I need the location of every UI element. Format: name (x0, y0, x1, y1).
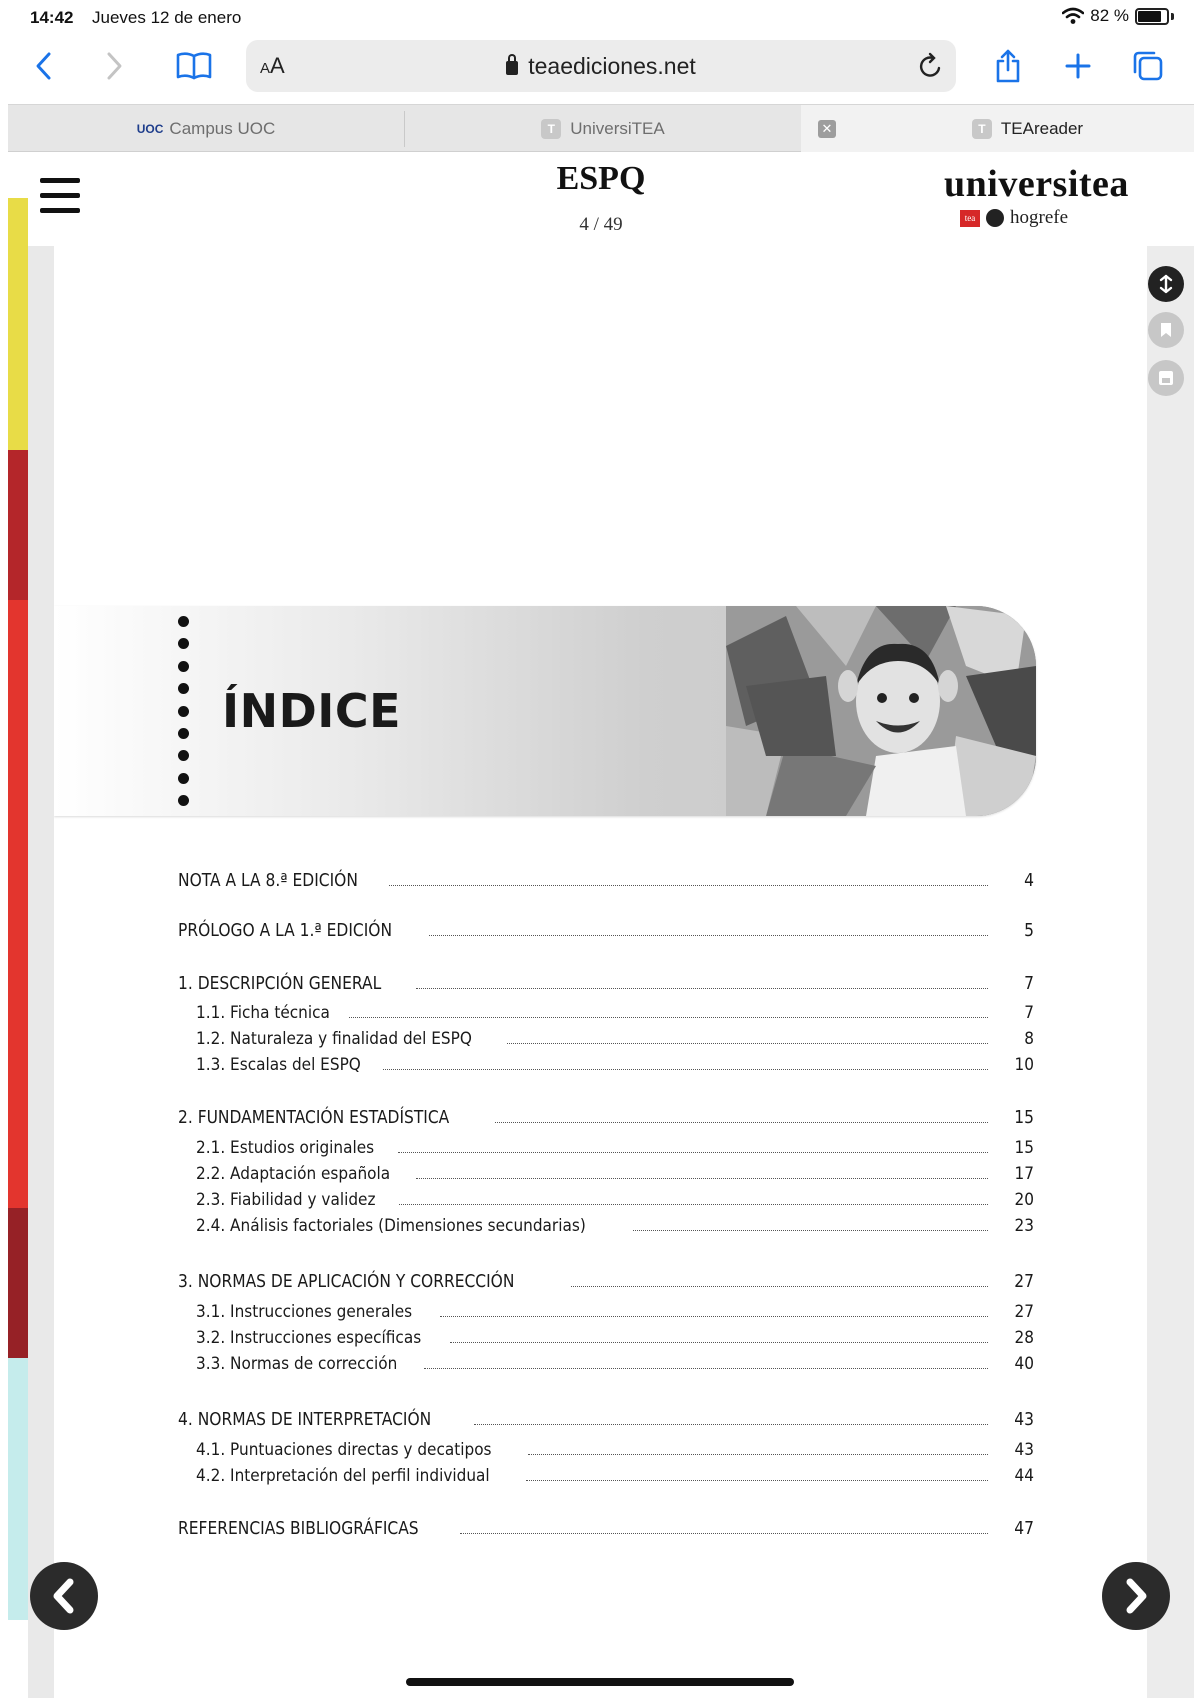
toc-entry-label: 4.1. Puntuaciones directas y decatipos (196, 1440, 492, 1460)
text-size-button[interactable]: AA (260, 53, 285, 78)
toc-entry-page: 5 (1024, 920, 1034, 941)
document-gutter-right (1147, 246, 1194, 1698)
toc-entry-page: 44 (1014, 1466, 1034, 1486)
browser-toolbar (8, 36, 1194, 100)
toc-entry-label: PRÓLOGO A LA 1.ª EDICIÓN (178, 920, 393, 941)
toc-entry[interactable] (178, 870, 1034, 891)
back-icon (33, 51, 55, 81)
toc-entry-label: 4.2. Interpretación del perfil individual (196, 1466, 490, 1486)
index-banner (54, 606, 1036, 816)
tab-label: UniversiTEA (570, 118, 665, 138)
strip-segment (8, 600, 28, 1208)
bookmark-icon (1159, 322, 1173, 338)
toc-entry[interactable] (178, 1328, 1034, 1348)
toc-entry-label: REFERENCIAS BIBLIOGRÁFICAS (178, 1518, 419, 1539)
tab-bar (8, 104, 1194, 152)
tab-universitea[interactable] (405, 105, 801, 152)
index-heading: ÍNDICE (222, 684, 402, 738)
save-button[interactable] (1148, 360, 1184, 396)
toc-entry-label: 2.2. Adaptación española (196, 1164, 391, 1184)
share-button[interactable] (986, 44, 1030, 88)
toc-leader-dots (424, 1368, 988, 1369)
tea-favicon: T (972, 119, 992, 139)
toc-entry-page: 43 (1014, 1440, 1034, 1460)
toc-entry[interactable] (178, 1271, 1034, 1292)
toc-entry-page: 27 (1014, 1271, 1034, 1292)
banner-photo-image (726, 606, 1036, 816)
scroll-mode-button[interactable] (1148, 266, 1184, 302)
toc-entry[interactable] (178, 1190, 1034, 1210)
toc-entry-page: 27 (1014, 1302, 1034, 1322)
lock-icon (506, 61, 518, 75)
toc-entry[interactable] (178, 920, 1034, 941)
toc-leader-dots (495, 1122, 988, 1123)
toc-entry-page: 40 (1014, 1354, 1034, 1374)
toc-leader-dots (416, 988, 988, 989)
tab-teareader[interactable] (801, 105, 1194, 152)
toc-entry-label: 4. NORMAS DE INTERPRETACIÓN (178, 1409, 432, 1430)
share-icon (993, 49, 1023, 83)
forward-icon (103, 51, 125, 81)
toc-entry-page: 15 (1014, 1138, 1034, 1158)
toc-leader-dots (474, 1424, 988, 1425)
document-page (54, 246, 1147, 1698)
status-bar (0, 0, 1200, 34)
strip-segment (8, 1208, 28, 1358)
brand-logo: universitea (944, 163, 1129, 205)
toc-entry-label: 2.4. Análisis factoriales (Dimensiones secundarias) (196, 1216, 586, 1236)
tabs-overview-button[interactable] (1126, 44, 1170, 88)
toc-entry-label: 2. FUNDAMENTACIÓN ESTADÍSTICA (178, 1107, 450, 1128)
toc-entry[interactable] (178, 1107, 1034, 1128)
chevron-left-icon (50, 1578, 78, 1614)
bookmark-button[interactable] (1148, 312, 1184, 348)
toc-entry[interactable] (178, 1440, 1034, 1460)
toc-entry-label: 2.3. Fiabilidad y validez (196, 1190, 376, 1210)
toc-entry[interactable] (178, 1354, 1034, 1374)
toc-entry[interactable] (178, 1138, 1034, 1158)
battery-percent: 82 % (1090, 6, 1129, 25)
toc-entry-page: 10 (1014, 1055, 1034, 1075)
tab-campus-uoc[interactable] (8, 105, 404, 152)
toc-leader-dots (571, 1286, 988, 1287)
toc-entry[interactable] (178, 1518, 1034, 1539)
save-icon (1158, 370, 1174, 386)
toc-entry[interactable] (178, 1029, 1034, 1049)
toc-leader-dots (399, 1204, 988, 1205)
status-time: 14:42 (30, 8, 74, 27)
toc-entry-page: 15 (1014, 1107, 1034, 1128)
toc-entry-page: 8 (1024, 1029, 1034, 1049)
status-date: Jueves 12 de enero (92, 8, 242, 27)
hogrefe-text: hogrefe (1010, 207, 1069, 228)
toc-entry[interactable] (178, 1055, 1034, 1075)
toc-entry-page: 28 (1014, 1328, 1034, 1348)
toc-leader-dots (507, 1043, 988, 1044)
battery-icon (1135, 8, 1169, 25)
toc-entry[interactable] (178, 1216, 1034, 1236)
toc-leader-dots (528, 1454, 988, 1455)
wifi-icon (1062, 7, 1084, 25)
uoc-favicon: UOC (136, 121, 164, 136)
home-indicator (406, 1678, 794, 1686)
forward-button[interactable] (92, 44, 136, 88)
toc-entry-page: 20 (1014, 1190, 1034, 1210)
toc-leader-dots (429, 935, 988, 936)
previous-page-button[interactable] (30, 1562, 98, 1630)
back-button[interactable] (22, 44, 66, 88)
toc-entry[interactable] (178, 1466, 1034, 1486)
toc-entry-page: 43 (1014, 1409, 1034, 1430)
toc-entry-label: 1.3. Escalas del ESPQ (196, 1055, 361, 1075)
toc-entry-label: NOTA A LA 8.ª EDICIÓN (178, 870, 358, 891)
toc-entry-label: 1.1. Ficha técnica (196, 1003, 330, 1023)
close-tab-icon[interactable]: ✕ (818, 120, 836, 138)
toc-entry[interactable] (178, 1003, 1034, 1023)
document-gutter-left (28, 246, 54, 1698)
address-bar[interactable] (246, 40, 956, 92)
banner-dots (178, 616, 190, 806)
toc-leader-dots (526, 1480, 988, 1481)
url-field[interactable] (246, 53, 956, 80)
toc-entry-page: 4 (1024, 870, 1034, 891)
reload-icon[interactable] (918, 52, 944, 80)
strip-segment (8, 1358, 28, 1620)
toc-entry-label: 3. NORMAS DE APLICACIÓN Y CORRECCIÓN (178, 1271, 515, 1292)
section-color-strip (8, 198, 28, 1620)
toc-entry[interactable] (178, 973, 1034, 994)
toc-entry[interactable] (178, 1302, 1034, 1322)
toc-entry[interactable] (178, 1409, 1034, 1430)
toc-entry-page: 23 (1014, 1216, 1034, 1236)
toc-leader-dots (416, 1178, 988, 1179)
toc-entry-label: 1. DESCRIPCIÓN GENERAL (178, 973, 382, 994)
page-indicator: 4 / 49 (579, 214, 623, 235)
toc-entry-page: 47 (1014, 1518, 1034, 1539)
toc-entry[interactable] (178, 1164, 1034, 1184)
new-tab-button[interactable] (1056, 44, 1100, 88)
battery-level (1138, 11, 1161, 22)
toc-leader-dots (450, 1342, 988, 1343)
brand-sublogo (960, 207, 1068, 229)
toc-leader-dots (349, 1017, 988, 1018)
document-title: ESPQ (556, 160, 646, 197)
toc-leader-dots (383, 1069, 988, 1070)
strip-segment (8, 198, 28, 450)
tea-favicon: T (541, 119, 561, 139)
toc-entry-label: 2.1. Estudios originales (196, 1138, 375, 1158)
toc-entry-label: 3.3. Normas de corrección (196, 1354, 398, 1374)
toc-entry-label: 1.2. Naturaleza y finalidad del ESPQ (196, 1029, 472, 1049)
reader-header (8, 152, 1194, 246)
chevron-right-icon (1122, 1578, 1150, 1614)
tea-logo: tea (960, 210, 980, 227)
bookmarks-button[interactable] (172, 44, 216, 88)
toc-leader-dots (633, 1230, 988, 1231)
toc-entry-label: 3.1. Instrucciones generales (196, 1302, 413, 1322)
hogrefe-logo-icon (986, 209, 1004, 227)
url-text: teaediciones.net (528, 53, 696, 79)
strip-segment (8, 450, 28, 600)
toc-entry-label: 3.2. Instrucciones específicas (196, 1328, 422, 1348)
tab-label: TEAreader (1000, 118, 1084, 138)
bookmarks-icon (175, 51, 213, 81)
toc-entry-page: 17 (1014, 1164, 1034, 1184)
next-page-button[interactable] (1102, 1562, 1170, 1630)
battery-tip (1171, 13, 1174, 20)
toc-leader-dots (460, 1533, 988, 1534)
tabs-icon (1131, 49, 1165, 83)
status-indicators (1062, 6, 1174, 26)
toc-leader-dots (389, 885, 988, 886)
tab-label: Campus UOC (169, 118, 276, 138)
toc-entry-page: 7 (1024, 1003, 1034, 1023)
toc-entry-page: 7 (1024, 973, 1034, 994)
vertical-arrows-icon (1158, 274, 1174, 294)
toc-leader-dots (398, 1152, 988, 1153)
toc-leader-dots (440, 1316, 988, 1317)
new-tab-icon (1064, 52, 1092, 80)
